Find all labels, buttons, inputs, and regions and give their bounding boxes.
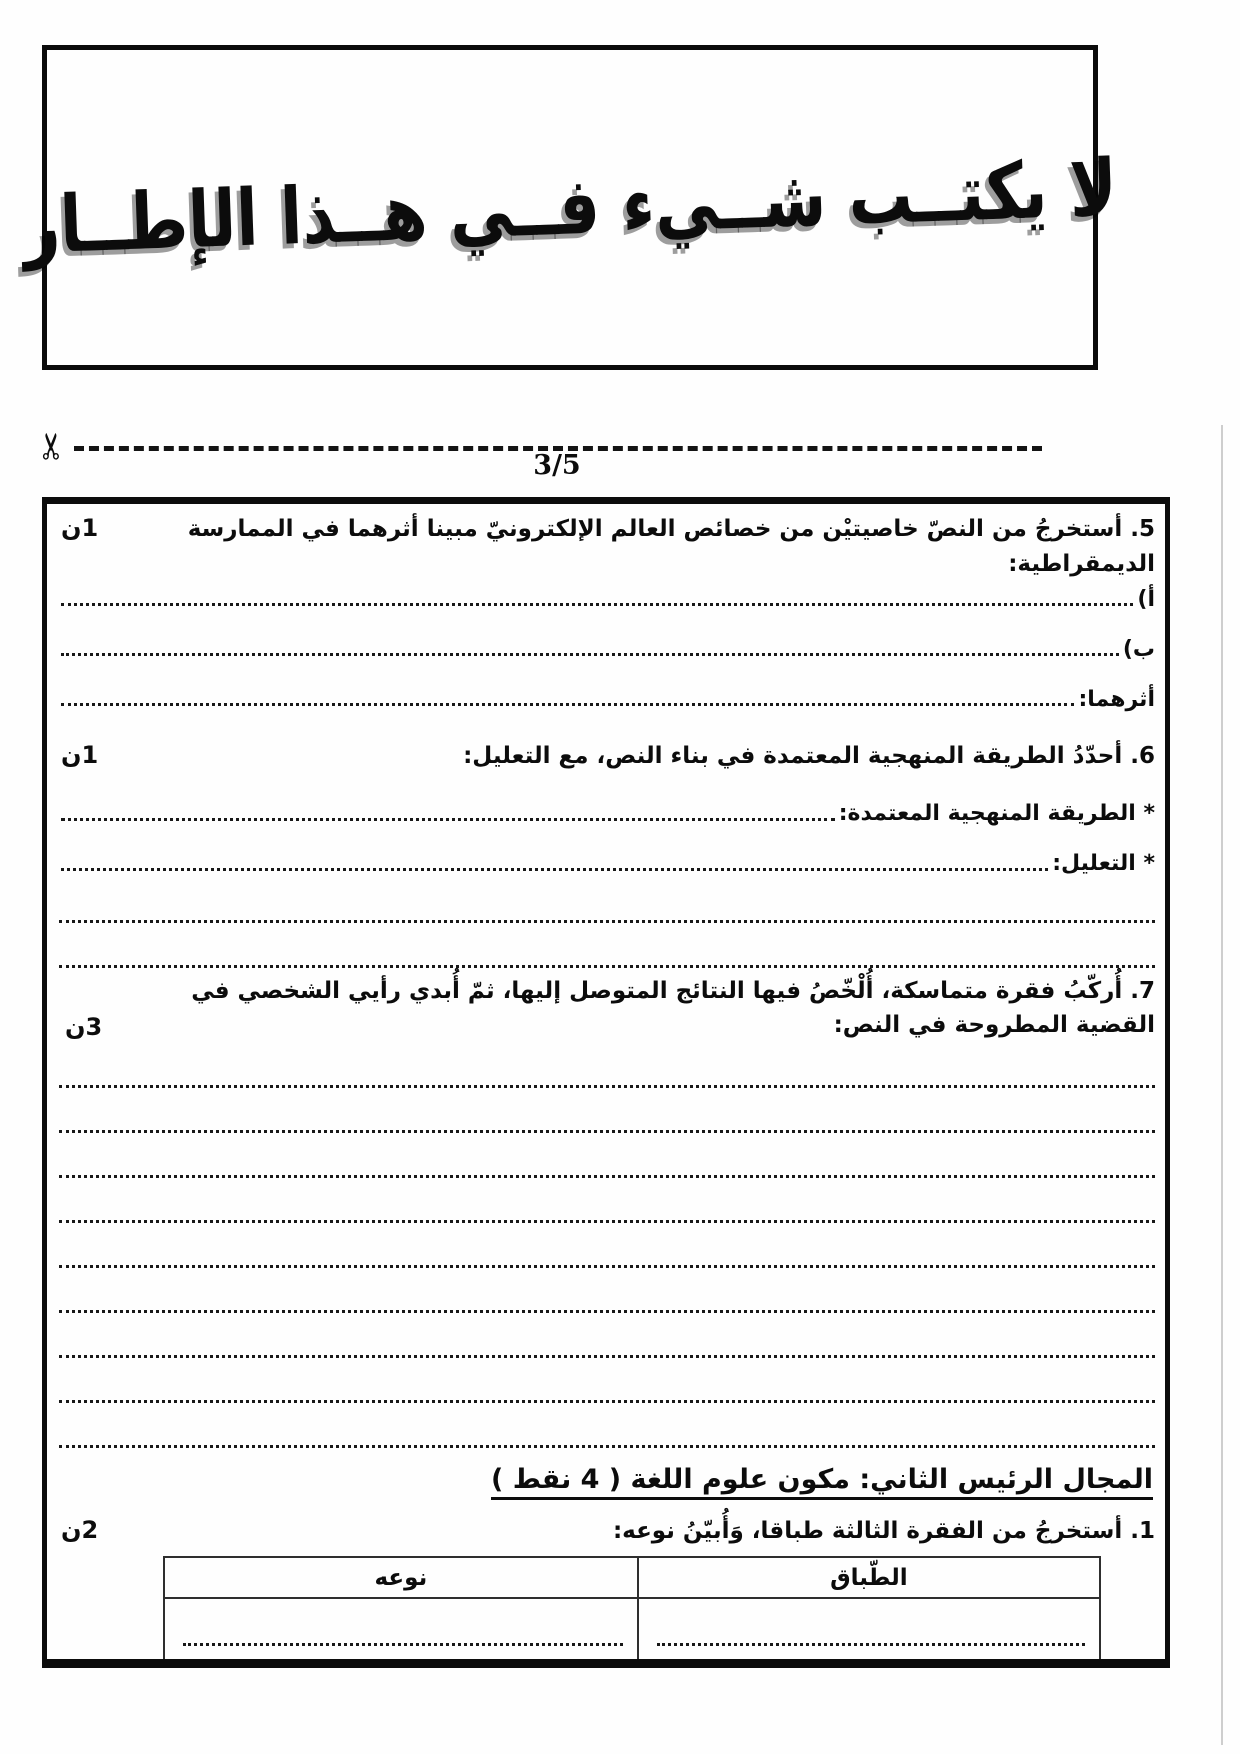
answer-line — [61, 603, 1133, 606]
answer-line — [59, 1313, 1155, 1358]
page-number: 3/5 — [533, 450, 581, 481]
table-header-row — [165, 1558, 1099, 1599]
answers-box — [42, 497, 1170, 1668]
question-6-points: 1ن — [61, 741, 99, 769]
table-header-tibaq: الطّباق — [637, 1558, 1099, 1597]
scissors-icon: ✂ — [32, 430, 74, 462]
answer-line — [59, 1088, 1155, 1133]
method-label: * الطريقة المنهجية المعتمدة: — [838, 801, 1155, 827]
section-2 — [59, 1464, 1155, 1500]
answer-line — [59, 1178, 1155, 1223]
reason-label: * التعليل: — [1052, 851, 1155, 877]
question-7-text: 7. أُركّبُ فقرة متماسكة، أُلْخّصُ فيها النتائج المتوصل إليها، ثمّ أُبدي رأيي الشخصي في القضية المطروحة في النص: — [191, 977, 1155, 1038]
scan-edge-artifact — [1221, 425, 1223, 1745]
reason-row — [59, 840, 1155, 878]
question-7 — [59, 974, 1155, 1043]
answer-a-row — [59, 581, 1155, 613]
question-5 — [59, 512, 1155, 581]
answer-line — [61, 653, 1119, 656]
question-5-points: 1ن — [61, 514, 99, 542]
effect-row — [59, 677, 1155, 713]
section-2-heading: المجال الرئيس الثاني: مكون علوم اللغة ( 4 نقط ) — [491, 1464, 1153, 1500]
answer-line — [61, 818, 835, 821]
answer-line — [183, 1643, 623, 1646]
answer-line — [61, 868, 1048, 871]
question-5-text: 5. أستخرجُ من النصّ خاصيتيْن من خصائص العالم الإلكترونيّ مبينا أثرهما في الممارسة الديمقراطية: — [187, 516, 1155, 577]
section-2-question-1-text: 1. أستخرجُ من الفقرة الثالثة طباقا، وَأُبيّنُ نوعه: — [612, 1517, 1155, 1544]
question-6 — [59, 739, 1155, 774]
no-write-frame — [21, 45, 1119, 370]
answer-line — [59, 1403, 1155, 1448]
method-row — [59, 790, 1155, 828]
answer-line — [61, 703, 1074, 706]
answer-line — [59, 1043, 1155, 1088]
answer-line — [59, 1358, 1155, 1403]
answer-line — [59, 1223, 1155, 1268]
answer-line — [59, 1268, 1155, 1313]
answer-line — [59, 923, 1155, 968]
answer-line — [657, 1643, 1085, 1646]
question-6-text: 6. أحدّدُ الطريقة المنهجية المعتمدة في بناء النص، مع التعليل: — [463, 743, 1155, 769]
section-2-question-1-points: 2ن — [61, 1515, 99, 1544]
effect-label: أثرهما: — [1078, 686, 1155, 712]
answer-b-row — [59, 627, 1155, 663]
question-7-points: 3ن — [65, 1012, 103, 1041]
table-body-row — [165, 1599, 1099, 1668]
section-2-question-1 — [59, 1514, 1155, 1549]
tibaq-table — [163, 1556, 1101, 1668]
answer-line — [59, 878, 1155, 923]
table-cell-type — [165, 1599, 637, 1668]
item-b-label: ب) — [1122, 636, 1155, 662]
table-cell-tibaq — [637, 1599, 1099, 1668]
no-write-text: لا يكتــب شــيء فــي هــذا الإطــار — [21, 143, 1119, 272]
table-header-type: نوعه — [374, 1565, 428, 1591]
item-a-label: أ) — [1137, 586, 1155, 612]
answer-line — [59, 1133, 1155, 1178]
